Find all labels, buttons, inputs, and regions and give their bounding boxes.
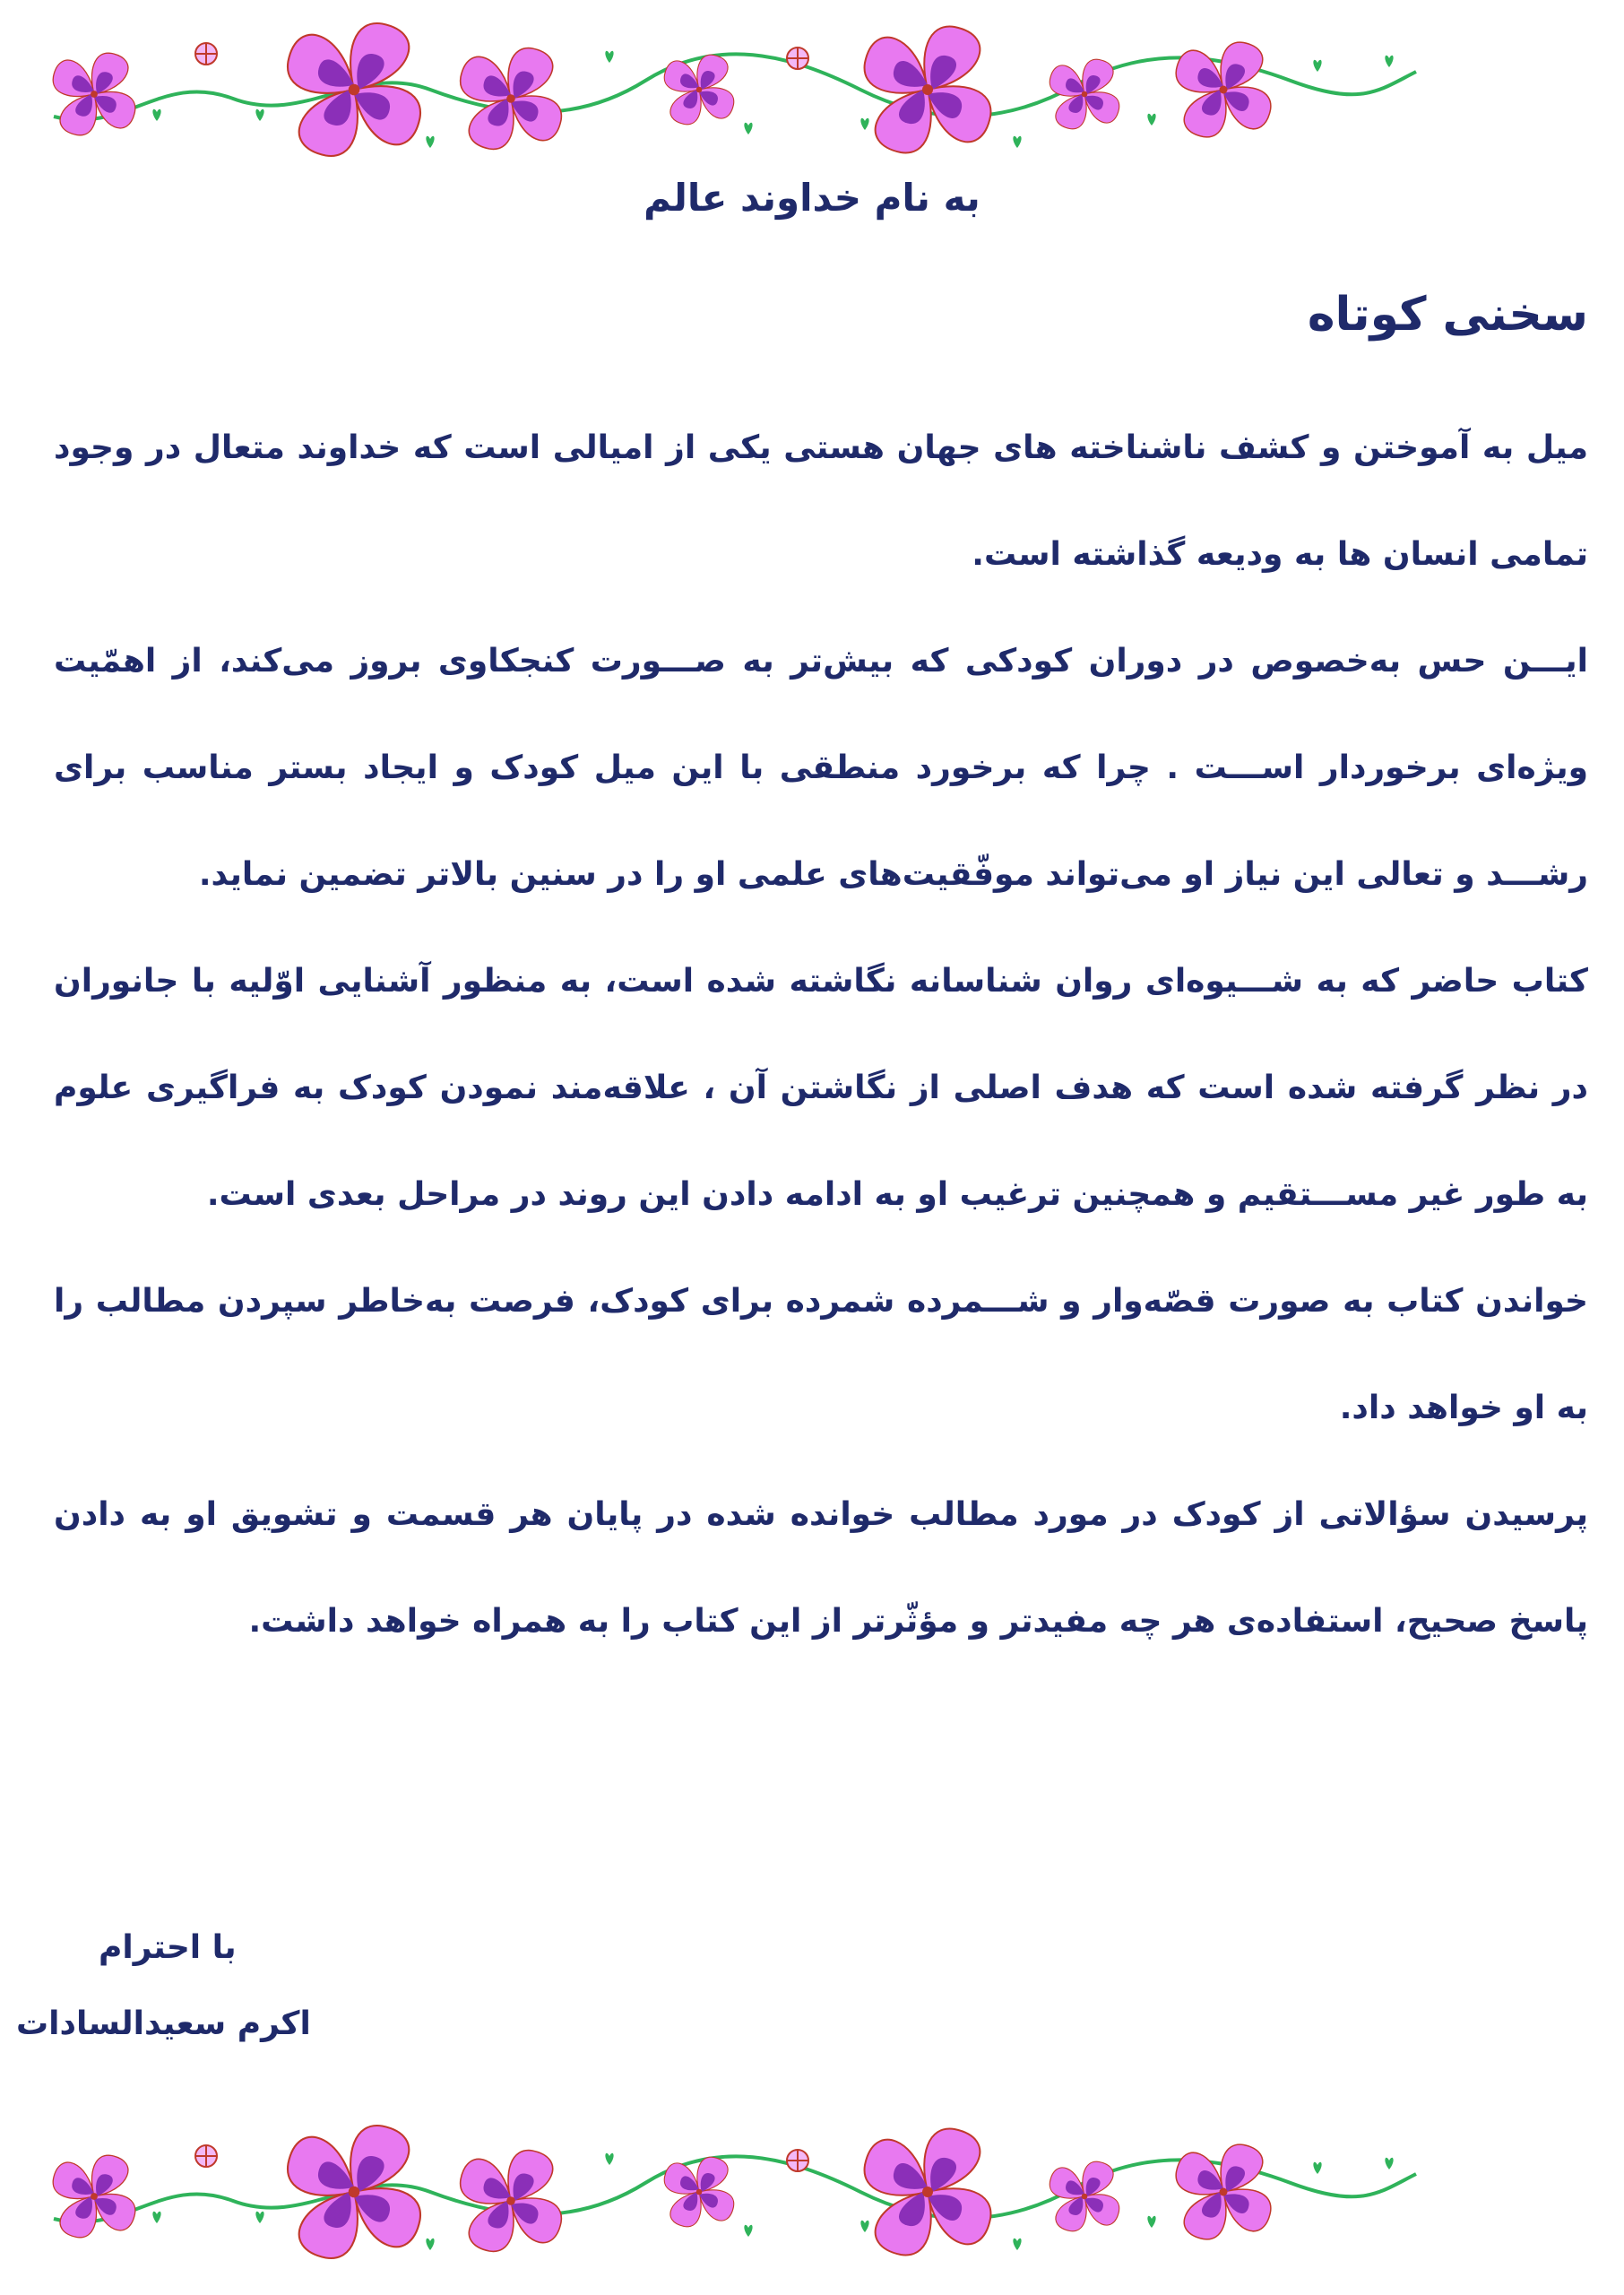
paragraph: پرسیدن سؤالاتی از کودک در مورد مطالب خوانده شده در پایان هر قسمت و تشویق او به دادن پاسخ صحیح، استفاده‌ی هر چه مفیدتر و مؤثّرتر از این کتاب را به همراه خواهد داشت. [54,1496,1588,1640]
floral-border-bottom [18,2102,1434,2291]
paragraph: کتاب حاضر که به شـــیوه‌ای روان شناسانه نگاشته شده است، به منظور آشنایی اوّلیه با جانوران در نظر گرفته شده است که هدف اصلی از نگاشتن آن ، علاقه‌مند نمودن کودک به فراگیری علوم به طور غیر مســـتقیم و همچنین ترغیب او به ادامه دادن این روند در مراحل بعدی است. [54,963,1588,1213]
preface-body [54,394,1588,1675]
paragraph: خواندن کتاب به صورت قصّه‌وار و شـــمرده شمرده برای کودک، فرصت به‌خاطر سپردن مطالب را به او خواهد داد. [54,1283,1588,1426]
floral-border-top [18,0,1434,188]
paragraph: ایـــن حس به‌خصوص در دوران کودکی که بیش‌تر به صـــورت کنجکاوی بروز می‌کند، از اهمّیت ویژه‌ای برخوردار اســـت . چرا که برخورد منطقی با این میل کودک و ایجاد بستر مناسب برای رشـــد و تعالی این نیاز او می‌تواند موفّقیت‌های علمی او را در سنین بالاتر تضمین نماید. [54,643,1588,893]
signature-author: اکرم سعیدالسادات [16,2005,311,2042]
section-title: سخنی کوتاه [1307,288,1588,342]
paragraph: میل به آموختن و کشف ناشناخته های جهان هستی یکی از امیالی است که خداوند متعال در وجود تمامی انسان ها به ودیعه گذاشته است. [54,429,1588,573]
signature-greeting: با احترام [99,1929,237,1966]
page-invocation: به نام خداوند عالم [644,176,980,220]
